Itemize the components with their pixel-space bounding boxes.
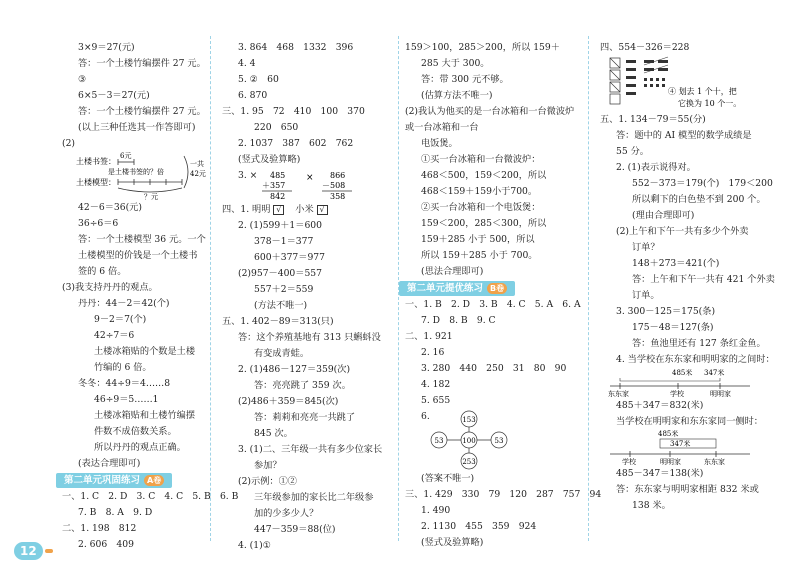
text-line: 三、1. 95 72 410 100 370	[222, 106, 365, 117]
text-line: 2. 1037 387 602 762	[238, 138, 354, 149]
text-line: 3. 864 468 1332 396	[238, 42, 354, 53]
text-line: 5. ② 60	[238, 74, 279, 85]
text-line: 175－48＝127(条)	[632, 322, 714, 333]
distance-svg-2	[600, 430, 760, 466]
map2-a: 学校	[622, 458, 636, 466]
distance-diagram-1	[600, 368, 770, 398]
circle-right: 53	[494, 437, 504, 445]
text-line: (2)957－400＝557	[238, 268, 322, 279]
banner-badge: B卷	[487, 283, 507, 294]
text-line: 答：东东家与明明家相距 832 米或	[616, 484, 759, 495]
text-line: 当学校在明明家和东东家同一侧时：	[616, 416, 763, 427]
text-line: ③	[78, 74, 87, 85]
column-4	[600, 40, 775, 514]
circle-top: 153	[462, 416, 476, 424]
text-line: 答：鱼池里还有 127 条红金鱼。	[632, 338, 766, 349]
text-line: 答：题中的 AI 模型的数学成绩是	[616, 130, 752, 141]
text-line: 五、1. 402－89＝313(只)	[222, 316, 334, 327]
vertical-calc-svg	[222, 168, 372, 202]
text-line: 220 650	[254, 122, 299, 133]
choice-label-1: 四、1. 明明	[222, 204, 271, 215]
calc1-b: ＋357	[262, 181, 286, 190]
text-line: (思法合理即可)	[421, 266, 484, 277]
diagram-bottom-value: ？元	[144, 193, 158, 200]
column-2	[222, 40, 394, 554]
text-line	[222, 202, 394, 218]
text-line: 4. 当学校在东东家和明明家的之间时：	[616, 354, 775, 365]
vertical-calc-row	[222, 168, 394, 202]
banner-badge: A卷	[144, 475, 164, 486]
text-line: 2. 16	[421, 347, 445, 358]
text-line: 36÷6＝6	[78, 218, 119, 229]
circle-diagram-svg	[425, 409, 545, 471]
text-line: 一、1. C 2. D 3. C 4. C 5. B 6. B	[62, 491, 239, 502]
text-line: 丹丹：44－2＝42(个)	[78, 298, 170, 309]
text-line: 参加？	[254, 460, 282, 471]
text-line: 答：莉莉和亮亮一共跳了	[254, 412, 356, 423]
calc2-c: 358	[330, 192, 346, 201]
circle-center: 100	[462, 437, 476, 445]
text-line: 五、1. 134－79＝55(分)	[600, 114, 706, 125]
calc2-b: －508	[322, 181, 346, 190]
text-line: 答：一个土楼竹编摆件 27 元。	[78, 58, 206, 69]
text-line: 土楼冰箱贴的个数是土楼	[94, 346, 196, 357]
diagram-total-label: 一共	[190, 160, 204, 168]
text-line: 签的 6 倍。	[78, 266, 127, 277]
text-line: 土楼模型的价钱是一个土楼书	[78, 250, 198, 261]
text-line: 2. 606 409	[78, 539, 134, 550]
text-line: ①买一台冰箱和一台微波炉：	[421, 154, 541, 165]
text-line: 148＋273＝421(个)	[632, 258, 720, 269]
text-line: 7. B 8. A 9. D	[78, 507, 153, 518]
text-line: 4. 4	[238, 58, 256, 69]
text-line: (2)486＋359＝845(次)	[238, 396, 339, 407]
text-line: 485－347＝138(米)	[616, 468, 704, 479]
svg-text:×: ×	[306, 173, 314, 183]
text-line: (2)示例：①②	[238, 476, 297, 487]
text-line: 2. (1)599＋1＝600	[238, 220, 322, 231]
place-value-diagram	[600, 56, 770, 112]
circle-left: 53	[434, 437, 444, 445]
text-line: 468＜500，159＜200，所以	[421, 170, 547, 181]
text-line: 答：带 300 元不够。	[421, 74, 509, 85]
text-line: (方法不唯一)	[254, 300, 308, 311]
text-line: 468＜159＋159小于700。	[421, 186, 538, 197]
text-line: (3)我支持丹丹的观点。	[62, 282, 158, 293]
diagram-row2-label: 土楼模型：	[76, 178, 116, 187]
text-line: (竖式及验算略)	[238, 154, 301, 165]
map1-c: 明明家	[710, 390, 731, 398]
banner-title: 第二单元提优练习	[407, 283, 484, 294]
text-line: 答：上午和下午一共有 421 个外卖	[632, 274, 775, 285]
text-line: 答：一个土楼竹编摆件 27 元。	[78, 106, 206, 117]
text-line: 件数不成倍数关系。	[94, 426, 177, 437]
place-value-svg	[600, 56, 770, 112]
text-line: 二、1. 921	[405, 331, 453, 342]
item-number: 6.	[421, 411, 430, 422]
text-line: 答：一个土楼模型 36 元。一个	[78, 234, 206, 245]
check-box: √	[273, 205, 284, 215]
text-line: 9－2＝7(个)	[94, 314, 147, 325]
column-1	[62, 40, 247, 553]
text-line: 所以 159＋285 小于 700。	[421, 250, 538, 261]
text-line: (答案不唯一)	[421, 473, 475, 484]
text-line: 一、1. B 2. D 3. B 4. C 5. A 6. A	[405, 299, 581, 310]
text-line: 42÷7＝6	[94, 330, 135, 341]
segment-diagram-svg	[62, 152, 212, 200]
circle-bottom: 253	[462, 458, 476, 466]
text-line: 42－6＝36(元)	[78, 202, 142, 213]
text-line: (估算方法不唯一)	[421, 90, 493, 101]
text-line: 电饭煲。	[421, 138, 458, 149]
text-line: 447－359＝88(位)	[254, 524, 336, 535]
column-3	[405, 40, 602, 551]
calc2-a: 866	[330, 171, 346, 180]
text-line: 159＞100，285＞200，所以 159＋	[405, 42, 560, 53]
calc1-a: 485	[270, 171, 286, 180]
diagram-top-value: 6元	[120, 152, 132, 160]
text-line: 3. 300－125＝175(条)	[616, 306, 716, 317]
text-line: 378－1＝377	[254, 236, 314, 247]
text-line: 所以剩下的白色垫不到 200 个。	[632, 194, 766, 205]
text-line: (2)	[62, 138, 76, 149]
text-line: 138 米。	[632, 500, 671, 511]
choice-label-2: 小米	[295, 204, 314, 215]
text-line: ②买一台冰箱和一个电饭煲：	[421, 202, 541, 213]
text-line: 1. 490	[421, 505, 451, 516]
page-number: 12	[14, 542, 43, 560]
text-line: 所以丹丹的观点正确。	[94, 442, 186, 453]
distance-svg-1	[600, 368, 760, 398]
text-line: 有变成青蛙。	[254, 348, 310, 359]
text-line: 4. 182	[421, 379, 451, 390]
map1-b: 学校	[670, 390, 684, 398]
text-line: 加的少多少人？	[254, 508, 319, 519]
text-line: 159＋285 小于 500，所以	[421, 234, 535, 245]
banner-title: 第二单元巩固练习	[64, 475, 141, 486]
text-line: 三、1. 429 330 79 120 287 757 94	[405, 489, 602, 500]
text-line: 552－373＝179(个) 179＜200	[632, 178, 773, 189]
text-line: (2)我认为他买的是一台冰箱和一台微波炉或一台冰箱和一台	[405, 106, 575, 133]
diagram-inner-text: 是土楼书签的？倍	[108, 168, 164, 176]
map2-dist: 485米	[658, 430, 679, 438]
text-line: 竹编的 6 倍。	[94, 362, 152, 373]
text-line: 55 分。	[616, 146, 649, 157]
map2-c: 东东家	[704, 458, 725, 466]
text-line: 845 次。	[254, 428, 293, 439]
diagram-row1-label: 土楼书签：	[76, 157, 116, 166]
text-line: 订单？	[632, 242, 660, 253]
map1-dist: 485米	[672, 369, 693, 377]
map2-dist2: 347米	[670, 440, 691, 448]
circle-diagram-row	[405, 409, 585, 471]
text-line: 冬冬：44÷9＝4……8	[78, 378, 171, 389]
map1-dist2: 347米	[704, 369, 725, 377]
text-line: (表达合理即可)	[78, 458, 141, 469]
text-line: 6×5－3＝27(元)	[78, 90, 150, 101]
text-line: 答：这个养殖基地有 313 只蝌蚪没	[238, 332, 381, 343]
text-line: (理由合理即可)	[632, 210, 695, 221]
check-box: √	[317, 205, 328, 215]
text-line: 5. 655	[421, 395, 451, 406]
column-divider	[588, 36, 589, 541]
map1-a: 东东家	[608, 390, 629, 398]
diagram-total-value: 42元	[190, 170, 206, 178]
text-line: 二、1. 198 812	[62, 523, 137, 534]
text-line: 四、554－326＝228	[600, 42, 690, 53]
text-line: 三年级参加的家长比二年级参	[254, 492, 374, 503]
hint-text: ④ 划去 1 个十，把	[668, 87, 737, 96]
text-line: 土楼冰箱贴和土楼竹编摆	[94, 410, 196, 421]
text-line: 557＋2＝559	[254, 284, 314, 295]
calc1-c: 842	[270, 192, 286, 201]
text-line: 4. (1)①	[238, 540, 271, 551]
item-number: 3. ×	[238, 170, 258, 181]
text-line: (竖式及验算略)	[421, 537, 484, 548]
text-line: 3. 280 440 250 31 80 90	[421, 363, 567, 374]
text-line: 订单。	[632, 290, 660, 301]
text-line: 6. 870	[238, 90, 268, 101]
hint-text-2: 它换为 10 个一。	[678, 99, 742, 108]
text-line: 285 大于 300。	[421, 58, 490, 69]
distance-diagram-2	[600, 430, 770, 466]
text-line: 600＋377＝977	[254, 252, 325, 263]
text-line: 2. 1130 455 359 924	[421, 521, 537, 532]
text-line: 485＋347＝832(米)	[616, 400, 704, 411]
section-banner	[56, 473, 172, 488]
text-line: (以上三种任选其一作答即可)	[78, 122, 196, 133]
text-line: 2. (1)486－127＝359(次)	[238, 364, 351, 375]
text-line: 46÷9＝5……1	[94, 394, 159, 405]
text-line: 2. (1)表示说得对。	[616, 162, 696, 173]
map2-b: 明明家	[660, 458, 681, 466]
section-banner	[399, 281, 515, 296]
text-line: 答：亮亮跳了 359 次。	[254, 380, 351, 391]
text-line: 159＜200，285＜300，所以	[421, 218, 547, 229]
text-line: 3. (1)二、三年级一共有多少位家长	[238, 444, 383, 455]
line-segment-diagram	[62, 152, 247, 200]
text-line: (2)上午和下午一共有多少个外卖	[616, 226, 749, 237]
text-line: 7. D 8. B 9. C	[421, 315, 496, 326]
text-line: 3×9＝27(元)	[78, 42, 135, 53]
